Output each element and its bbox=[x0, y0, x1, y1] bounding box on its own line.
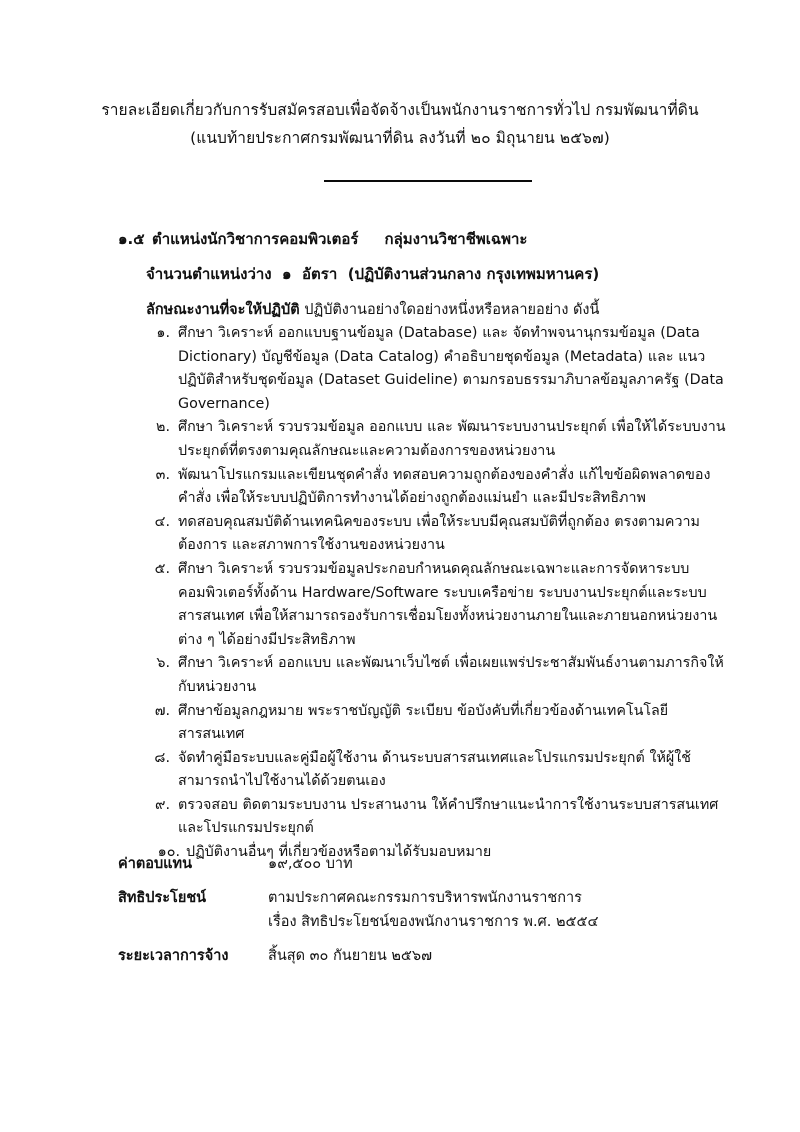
list-item bbox=[150, 464, 728, 511]
duties-heading-rest: ปฏิบัติงานอย่างใดอย่างหนึ่งหรือหลายอย่าง ดังนี้ bbox=[299, 302, 600, 318]
section-position-title: ตำแหน่งนักวิชาการคอมพิวเตอร์ กลุ่มงานวิชาชีพเฉพาะ bbox=[152, 230, 528, 248]
document-title bbox=[0, 96, 800, 152]
detail-label: สิทธิประโยชน์ bbox=[118, 890, 207, 906]
detail-label: ค่าตอบแทน bbox=[118, 856, 192, 872]
duty-text: ทดสอบคุณสมบัติด้านเทคนิคของระบบ เพื่อให้ระบบมีคุณสมบัติที่ถูกต้อง ตรงตามความต้องการ และสภาพการใช้งานของหน่วยงาน bbox=[178, 513, 700, 554]
detail-value-line: ตามประกาศคณะกรรมการบริหารพนักงานราชการ bbox=[268, 890, 582, 906]
duty-text: ศึกษาข้อมูลกฎหมาย พระราชบัญญัติ ระเบียบ ข้อบังคับที่เกี่ยวข้องด้านเทคโนโลยีสารสนเทศ bbox=[178, 702, 669, 743]
detail-value-line: ๑๙,๕๐๐ บาท bbox=[268, 856, 353, 872]
duty-text: ศึกษา วิเคราะห์ ออกแบบ และพัฒนาเว็บไซต์ เพื่อเผยแพร่ประชาสัมพันธ์งานตามภารกิจให้กับหน่วยงาน bbox=[178, 655, 724, 695]
list-item bbox=[150, 700, 728, 747]
duty-number: ๘. bbox=[154, 749, 170, 766]
duties-heading bbox=[146, 299, 599, 321]
list-item bbox=[150, 652, 728, 699]
duty-number: ๔. bbox=[154, 513, 170, 530]
employment-details bbox=[118, 852, 718, 978]
list-item bbox=[150, 416, 728, 463]
duty-number: ๖. bbox=[156, 655, 170, 672]
duties-heading-bold: ลักษณะงานที่จะให้ปฏิบัติ bbox=[146, 302, 300, 318]
title-line-2: (แนบท้ายประกาศกรมพัฒนาที่ดิน ลงวันที่ ๒๐ มิถุนายน ๒๕๖๗) bbox=[190, 129, 610, 147]
duty-number: ๕. bbox=[154, 560, 170, 577]
detail-row-compensation bbox=[118, 852, 718, 876]
duty-text: จัดทำคู่มือระบบและคู่มือผู้ใช้งาน ด้านระบบสารสนเทศและโปรแกรมประยุกต์ ให้ผู้ใช้สามารถนำไปใช้งานได้ด้วยตนเอง bbox=[178, 749, 691, 790]
duty-text: พัฒนาโปรแกรมและเขียนชุดคำสั่ง ทดสอบความถูกต้องของคำสั่ง แก้ไขข้อผิดพลาดของคำสั่ง เพื่อให้ระบบปฏิบัติการทำงานได้อย่างถูกต้องแม่นยำ และมีประสิทธิภาพ bbox=[178, 466, 711, 507]
detail-row-contract-period bbox=[118, 944, 718, 968]
duty-text: ศึกษา วิเคราะห์ รวบรวมข้อมูล ออกแบบ และ พัฒนาระบบงานประยุกต์ เพื่อให้ได้ระบบงานประยุกต์ที่ตรงตามคุณลักษณะและความต้องการของหน่วยงาน bbox=[178, 419, 726, 459]
detail-value-line: เรื่อง สิทธิประโยชน์ของพนักงานราชการ พ.ศ. ๒๕๕๔ bbox=[268, 914, 599, 930]
duty-number: ๙. bbox=[154, 796, 170, 813]
duty-number: ๗. bbox=[154, 702, 170, 719]
list-item bbox=[150, 558, 728, 652]
list-item bbox=[150, 794, 728, 841]
detail-value bbox=[268, 886, 718, 934]
duty-text: ศึกษา วิเคราะห์ รวบรวมข้อมูลประกอบกำหนดคุณลักษณะเฉพาะและการจัดหาระบบคอมพิวเตอร์ทั้งด้าน Hardware/Software ระบบเครือข่าย ระบบงานประยุกต์และระบบสารสนเทศ เพื่อให้สามารถรองรับการเชื่อมโยงทั้งหน่วยงานภายในและภายนอกหน่วยงานต่าง ๆ ได้อย่างมีประสิทธิภาพ bbox=[178, 560, 718, 648]
list-item bbox=[150, 322, 728, 416]
detail-label: ระยะเวลาการจ้าง bbox=[118, 948, 229, 964]
duty-number: ๑๐. bbox=[157, 844, 180, 861]
detail-value bbox=[268, 852, 718, 876]
duty-text: ปฏิบัติงานอื่นๆ ที่เกี่ยวข้องหรือตามได้รับมอบหมาย bbox=[186, 844, 492, 861]
duty-number: ๑. bbox=[156, 325, 170, 341]
horizontal-divider bbox=[324, 180, 532, 182]
duty-text: ตรวจสอบ ติดตามระบบงาน ประสานงาน ให้คำปรึกษาแนะนำการใช้งานระบบสารสนเทศและโปรแกรมประยุกต์ bbox=[178, 796, 719, 837]
vacancy-count-line: จำนวนตำแหน่งว่าง ๑ อัตรา (ปฏิบัติงานส่วนกลาง กรุงเทพมหานคร) bbox=[146, 265, 600, 283]
duty-number: ๒. bbox=[156, 419, 170, 436]
list-item bbox=[150, 511, 728, 558]
list-item bbox=[150, 747, 728, 794]
section-number: ๑.๕ bbox=[118, 230, 145, 248]
detail-value bbox=[268, 944, 718, 968]
duty-text: ศึกษา วิเคราะห์ ออกแบบฐานข้อมูล (Database) และ จัดทำพจนานุกรมข้อมูล (Data Dictionary) บัญชีข้อมูล (Data Catalog) คำอธิบายชุดข้อมูล (Metadata) และ แนวปฏิบัติสำหรับชุดข้อมูล (Dataset Guideline) ตามกรอบธรรมาภิบาลข้อมูลภาครัฐ (Data Governance) bbox=[178, 325, 724, 412]
title-line-1: รายละเอียดเกี่ยวกับการรับสมัครสอบเพื่อจัดจ้างเป็นพนักงานราชการทั่วไป กรมพัฒนาที่ดิน bbox=[101, 101, 699, 119]
duty-number: ๓. bbox=[155, 466, 170, 483]
detail-row-benefits bbox=[118, 886, 718, 934]
duties-list bbox=[150, 322, 728, 865]
detail-value-line: สิ้นสุด ๓๐ กันยายน ๒๕๖๗ bbox=[268, 948, 432, 964]
